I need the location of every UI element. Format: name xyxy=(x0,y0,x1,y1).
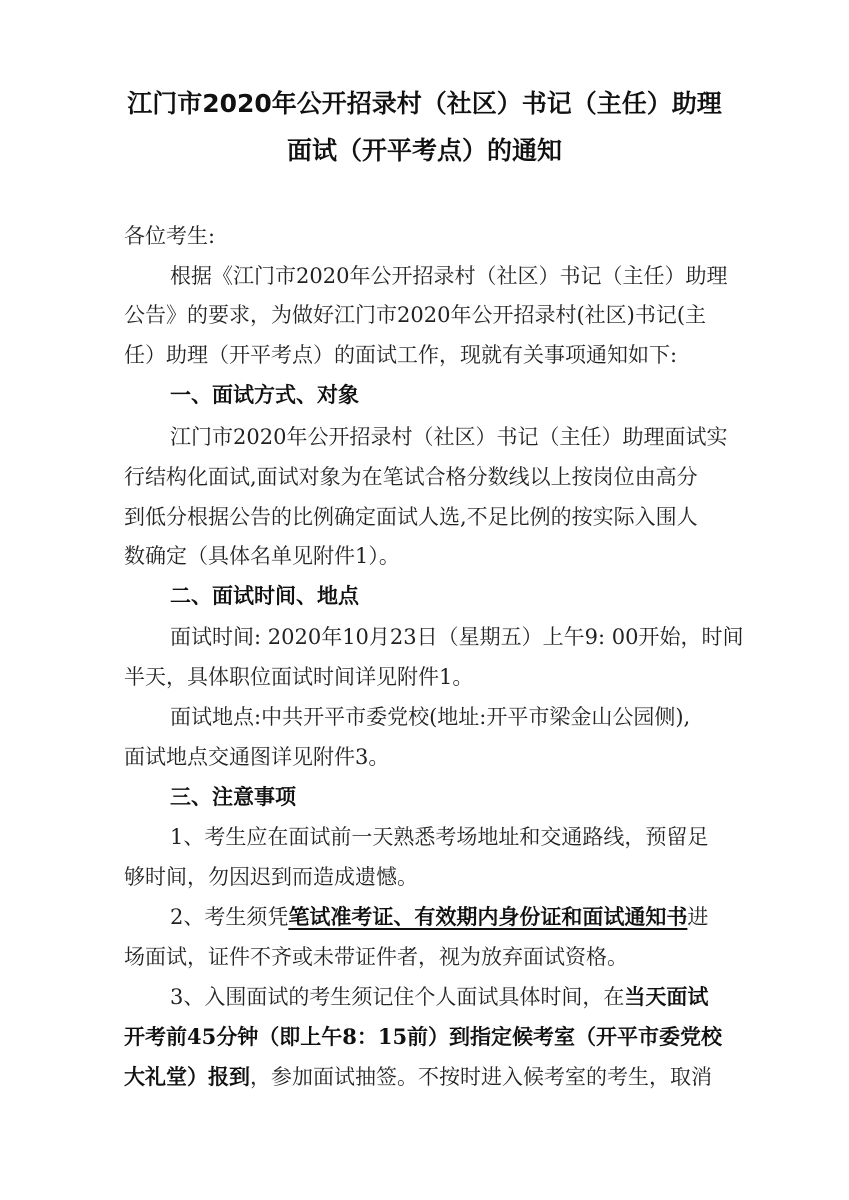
salutation: 各位考生: xyxy=(124,224,216,248)
note-1-line-2: 够时间，勿因迟到而造成遗憾。 xyxy=(124,865,418,889)
section-1-heading: 一、面试方式、对象 xyxy=(170,383,359,407)
intro-line-2: 公告》的要求，为做好江门市2020年公开招录村(社区)书记(主 xyxy=(124,303,707,327)
note-3-line-3 xyxy=(124,1062,712,1092)
note-1-line-1: 1、考生应在面试前一天熟悉考场地址和交通路线，预留足 xyxy=(170,825,709,849)
note-3-bold-start: 当天面试 xyxy=(624,984,709,1009)
interview-place-line-1: 面试地点:中共开平市委党校(地址:开平市梁金山公园侧), xyxy=(170,705,691,729)
section-1-line-1: 江门市2020年公开招录村（社区）书记（主任）助理面试实 xyxy=(170,425,728,449)
intro-line-3: 任）助理（开平考点）的面试工作，现就有关事项通知如下: xyxy=(124,343,678,367)
required-documents-emphasis: 笔试准考证、有效期内身份证和面试通知书 xyxy=(288,904,688,929)
note-3-bold-end: 大礼堂）报到 xyxy=(124,1064,250,1089)
section-2-heading: 二、面试时间、地点 xyxy=(170,584,359,608)
document-title-line-2: 面试（开平考点）的通知 xyxy=(286,136,562,165)
note-2-prefix: 2、考生须凭 xyxy=(170,905,289,929)
interview-time-line-1: 面试时间: 2020年10月23日（星期五）上午9: 00开始，时间 xyxy=(170,625,744,649)
note-2-line-1 xyxy=(170,902,708,932)
note-3-prefix: 3、入围面试的考生须记住个人面试具体时间，在 xyxy=(170,985,625,1009)
section-1-line-3: 到低分根据公告的比例确定面试人选,不足比例的按实际入围人 xyxy=(124,505,698,529)
document-title-line-1: 江门市2020年公开招录村（社区）书记（主任）助理 xyxy=(127,89,722,118)
section-1-line-2: 行结构化面试,面试对象为在笔试合格分数线以上按岗位由高分 xyxy=(124,465,698,489)
intro-line-1: 根据《江门市2020年公开招录村（社区）书记（主任）助理 xyxy=(170,264,728,288)
note-3-line-1 xyxy=(170,982,708,1012)
section-1-line-4: 数确定（具体名单见附件1）。 xyxy=(124,544,400,568)
note-3-suffix: ，参加面试抽签。不按时进入候考室的考生，取消 xyxy=(250,1065,712,1089)
note-2-line-2: 场面试，证件不齐或未带证件者，视为放弃面试资格。 xyxy=(124,945,628,969)
note-3-line-2: 开考前45分钟（即上午8：15前）到指定候考室（开平市委党校 xyxy=(124,1024,723,1049)
interview-place-line-2: 面试地点交通图详见附件3。 xyxy=(124,745,390,769)
interview-time-line-2: 半天，具体职位面试时间详见附件1。 xyxy=(124,665,474,689)
note-2-suffix: 进 xyxy=(687,905,709,929)
section-3-heading: 三、注意事项 xyxy=(170,785,296,809)
